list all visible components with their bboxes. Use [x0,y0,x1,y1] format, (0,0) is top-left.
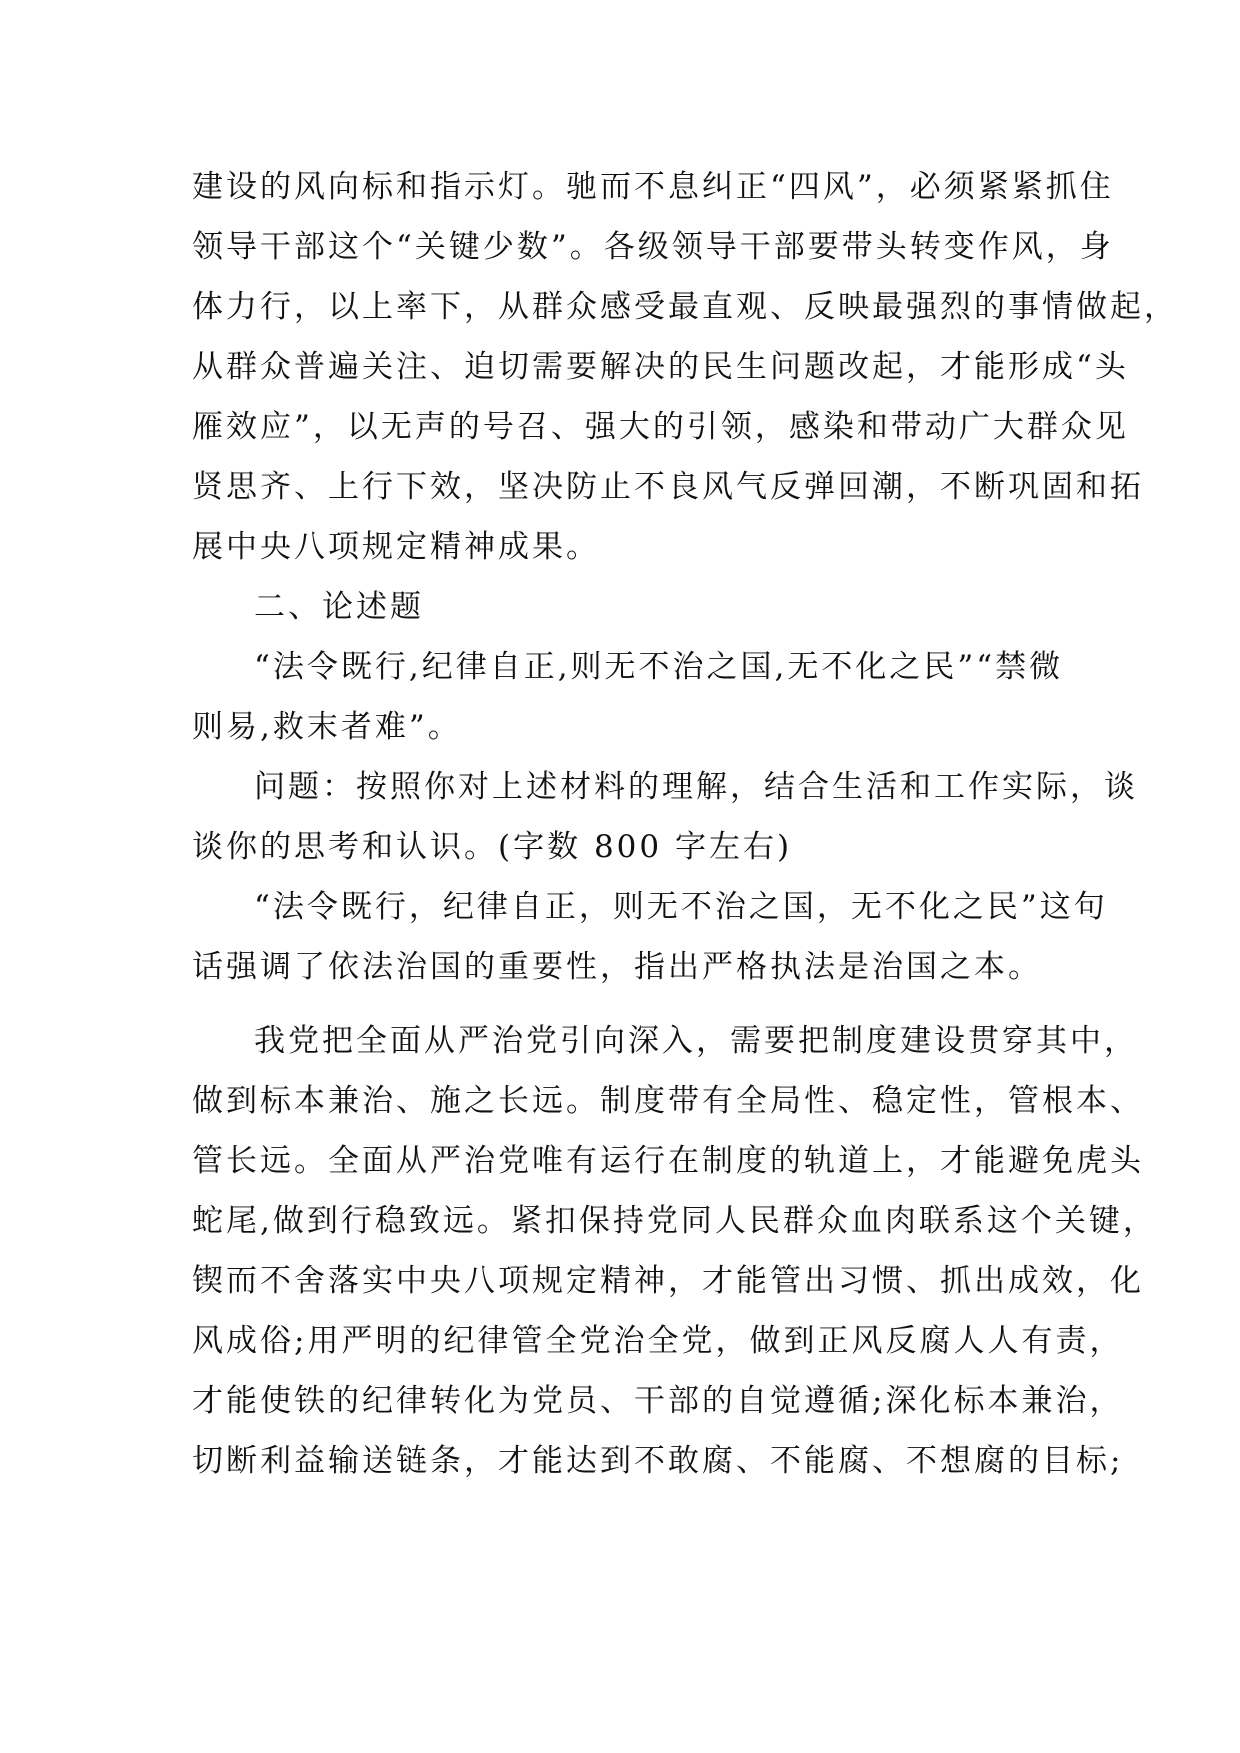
text-line: “法令既行,纪律自正,则无不治之国,无不化之民”“禁微 [254,649,1064,685]
text-line: 切断利益输送链条，才能达到不敢腐、不能腐、不想腐的目标; [192,1443,1124,1479]
document-body [192,157,1178,1491]
text-line: 雁效应”，以无声的号召、强大的引领，感染和带动广大群众见 [192,409,1129,445]
heading-text: 二、论述题 [254,589,424,625]
text-line: 我党把全面从严治党引向深入，需要把制度建设贯穿其中， [254,1023,1138,1059]
text-line: 领导干部这个“关键少数”。各级领导干部要带头转变作风，身 [192,229,1114,265]
text-line: 则易,救末者难”。 [192,709,462,745]
text-line: 展中央八项规定精神成果。 [192,529,600,565]
text-line: “法令既行，纪律自正，则无不治之国，无不化之民”这句 [254,889,1108,925]
text-line: 才能使铁的纪律转化为党员、干部的自觉遵循;深化标本兼治， [192,1383,1124,1419]
text-line: 做到标本兼治、施之长远。制度带有全局性、稳定性，管根本、 [192,1083,1144,1119]
text-line: 体力行，以上率下，从群众感受最直观、反映最强烈的事情做起， [192,289,1178,325]
answer-paragraph-2 [192,1011,1157,1491]
text-line: 风成俗;用严明的纪律管全党治全党，做到正风反腐人人有责， [192,1323,1124,1359]
section-heading [192,577,1052,637]
text-line: 从群众普遍关注、迫切需要解决的民生问题改起，才能形成“头 [192,349,1129,385]
text-line: 谈你的思考和认识。(字数 800 字左右) [192,829,793,865]
text-line: 蛇尾,做到行稳致远。紧扣保持党同人民群众血肉联系这个关键， [192,1203,1157,1239]
text-line: 建设的风向标和指示灯。驰而不息纠正“四风”，必须紧紧抓住 [192,169,1114,205]
text-line: 贤思齐、上行下效，坚决防止不良风气反弹回潮，不断巩固和拓 [192,469,1144,505]
question-paragraph [192,757,1138,877]
text-line: 管长远。全面从严治党唯有运行在制度的轨道上，才能避免虎头 [192,1143,1144,1179]
answer-paragraph-1 [192,877,1108,997]
quote-paragraph [192,637,1064,757]
paragraph-continuation [192,157,1178,577]
text-line: 锲而不舍落实中央八项规定精神，才能管出习惯、抓出成效，化 [192,1263,1144,1299]
paragraph-gap [192,997,1052,1011]
text-line: 问题：按照你对上述材料的理解，结合生活和工作实际，谈 [254,769,1138,805]
text-line: 话强调了依法治国的重要性，指出严格执法是治国之本。 [192,949,1042,985]
